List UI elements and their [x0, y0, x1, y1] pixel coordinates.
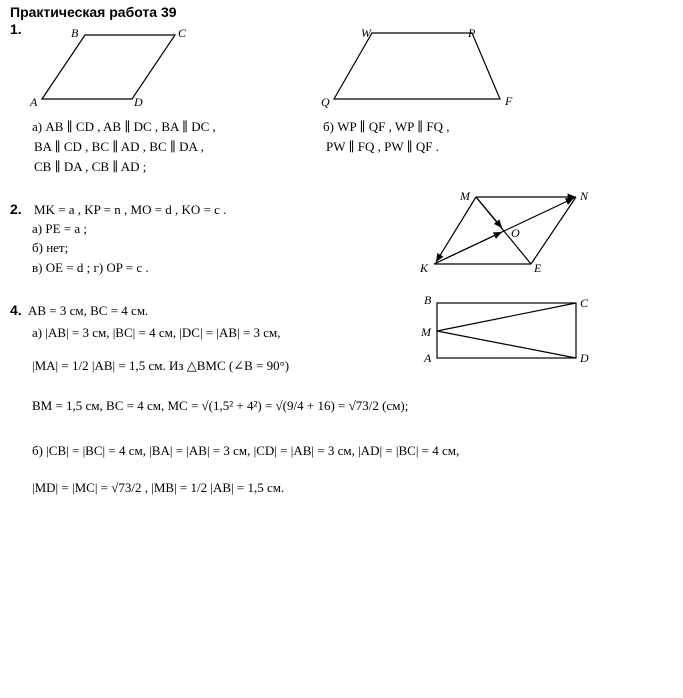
- fig2-label-f: F: [505, 94, 513, 108]
- fig1-label-c: C: [178, 26, 187, 40]
- fig3-label-o: O: [511, 226, 520, 240]
- vec-mo: [476, 197, 502, 228]
- task4-number: 4.: [10, 302, 22, 318]
- fig3-label-e: E: [534, 261, 542, 275]
- fig1-label-d: D: [134, 95, 143, 109]
- task4-b-line2: |MD| = |MC| = √73/2 , |MB| = 1/2 |AB| = 1,5 см.: [32, 480, 285, 495]
- side-mk: [436, 197, 476, 262]
- task1-a-line3: CB ∥ DA , CB ∥ AD ;: [34, 159, 147, 174]
- fig4-label-d: D: [580, 351, 589, 365]
- task1-b-line1: б) WP ∥ QF , WP ∥ FQ ,: [323, 119, 450, 134]
- fig1-label-a: A: [30, 95, 38, 109]
- task4-given: AB = 3 см, BC = 4 см.: [28, 303, 149, 318]
- fig2-label-q: Q: [321, 95, 330, 109]
- trapezoid-wpfq: [334, 33, 500, 99]
- task1-number: 1.: [10, 21, 22, 37]
- fig2-label-w: W: [361, 26, 371, 40]
- fig1-label-b: B: [71, 26, 79, 40]
- task1-a-line2: BA ∥ CD , BC ∥ AD , BC ∥ DA ,: [34, 139, 204, 154]
- segment-mc: [437, 303, 576, 331]
- fig4-label-b: B: [424, 293, 432, 307]
- task1-a-line1: а) AB ∥ CD , AB ∥ DC , BA ∥ DC ,: [32, 119, 216, 134]
- fig3-label-n: N: [580, 189, 589, 203]
- task2-number: 2.: [10, 201, 22, 217]
- fig4-label-a: A: [424, 351, 432, 365]
- fig2-label-p: P: [468, 26, 476, 40]
- task2-v: в) OE = d ; г) OP = c .: [32, 260, 149, 275]
- rectangle-abcd: [437, 303, 576, 358]
- task4-a-line2: |MA| = 1/2 |AB| = 1,5 см. Из △BMC (∠B = 90°): [32, 358, 290, 373]
- fig3-label-m: M: [460, 189, 470, 203]
- task2-a: а) PE = a ;: [32, 221, 87, 236]
- fig4-label-m: M: [421, 325, 431, 339]
- task4-a-line1: а) |AB| = 3 см, |BC| = 4 см, |DC| = |AB| = 3 см,: [32, 325, 281, 340]
- segment-md: [437, 331, 576, 358]
- task4-b-line1: б) |CB| = |BC| = 4 см, |BA| = |AB| = 3 см, |CD| = |AB| = 3 см, |AD| = |BC| = 4 см,: [32, 443, 460, 458]
- fig3-label-k: K: [420, 261, 429, 275]
- task4-a-line3: BM = 1,5 см, BC = 4 см, MC = √(1,5² + 4²) = √(9/4 + 16) = √73/2 (см);: [32, 398, 409, 413]
- page-title: Практическая работа 39: [10, 4, 177, 20]
- task2-b: б) нет;: [32, 240, 69, 255]
- fig4-label-c: C: [580, 296, 589, 310]
- task2-given: MK = a , KP = n , MO = d , KO = c .: [34, 202, 227, 217]
- parallelogram-abcd: [42, 35, 175, 99]
- task1-b-line2: PW ∥ FQ , PW ∥ QF .: [326, 139, 440, 154]
